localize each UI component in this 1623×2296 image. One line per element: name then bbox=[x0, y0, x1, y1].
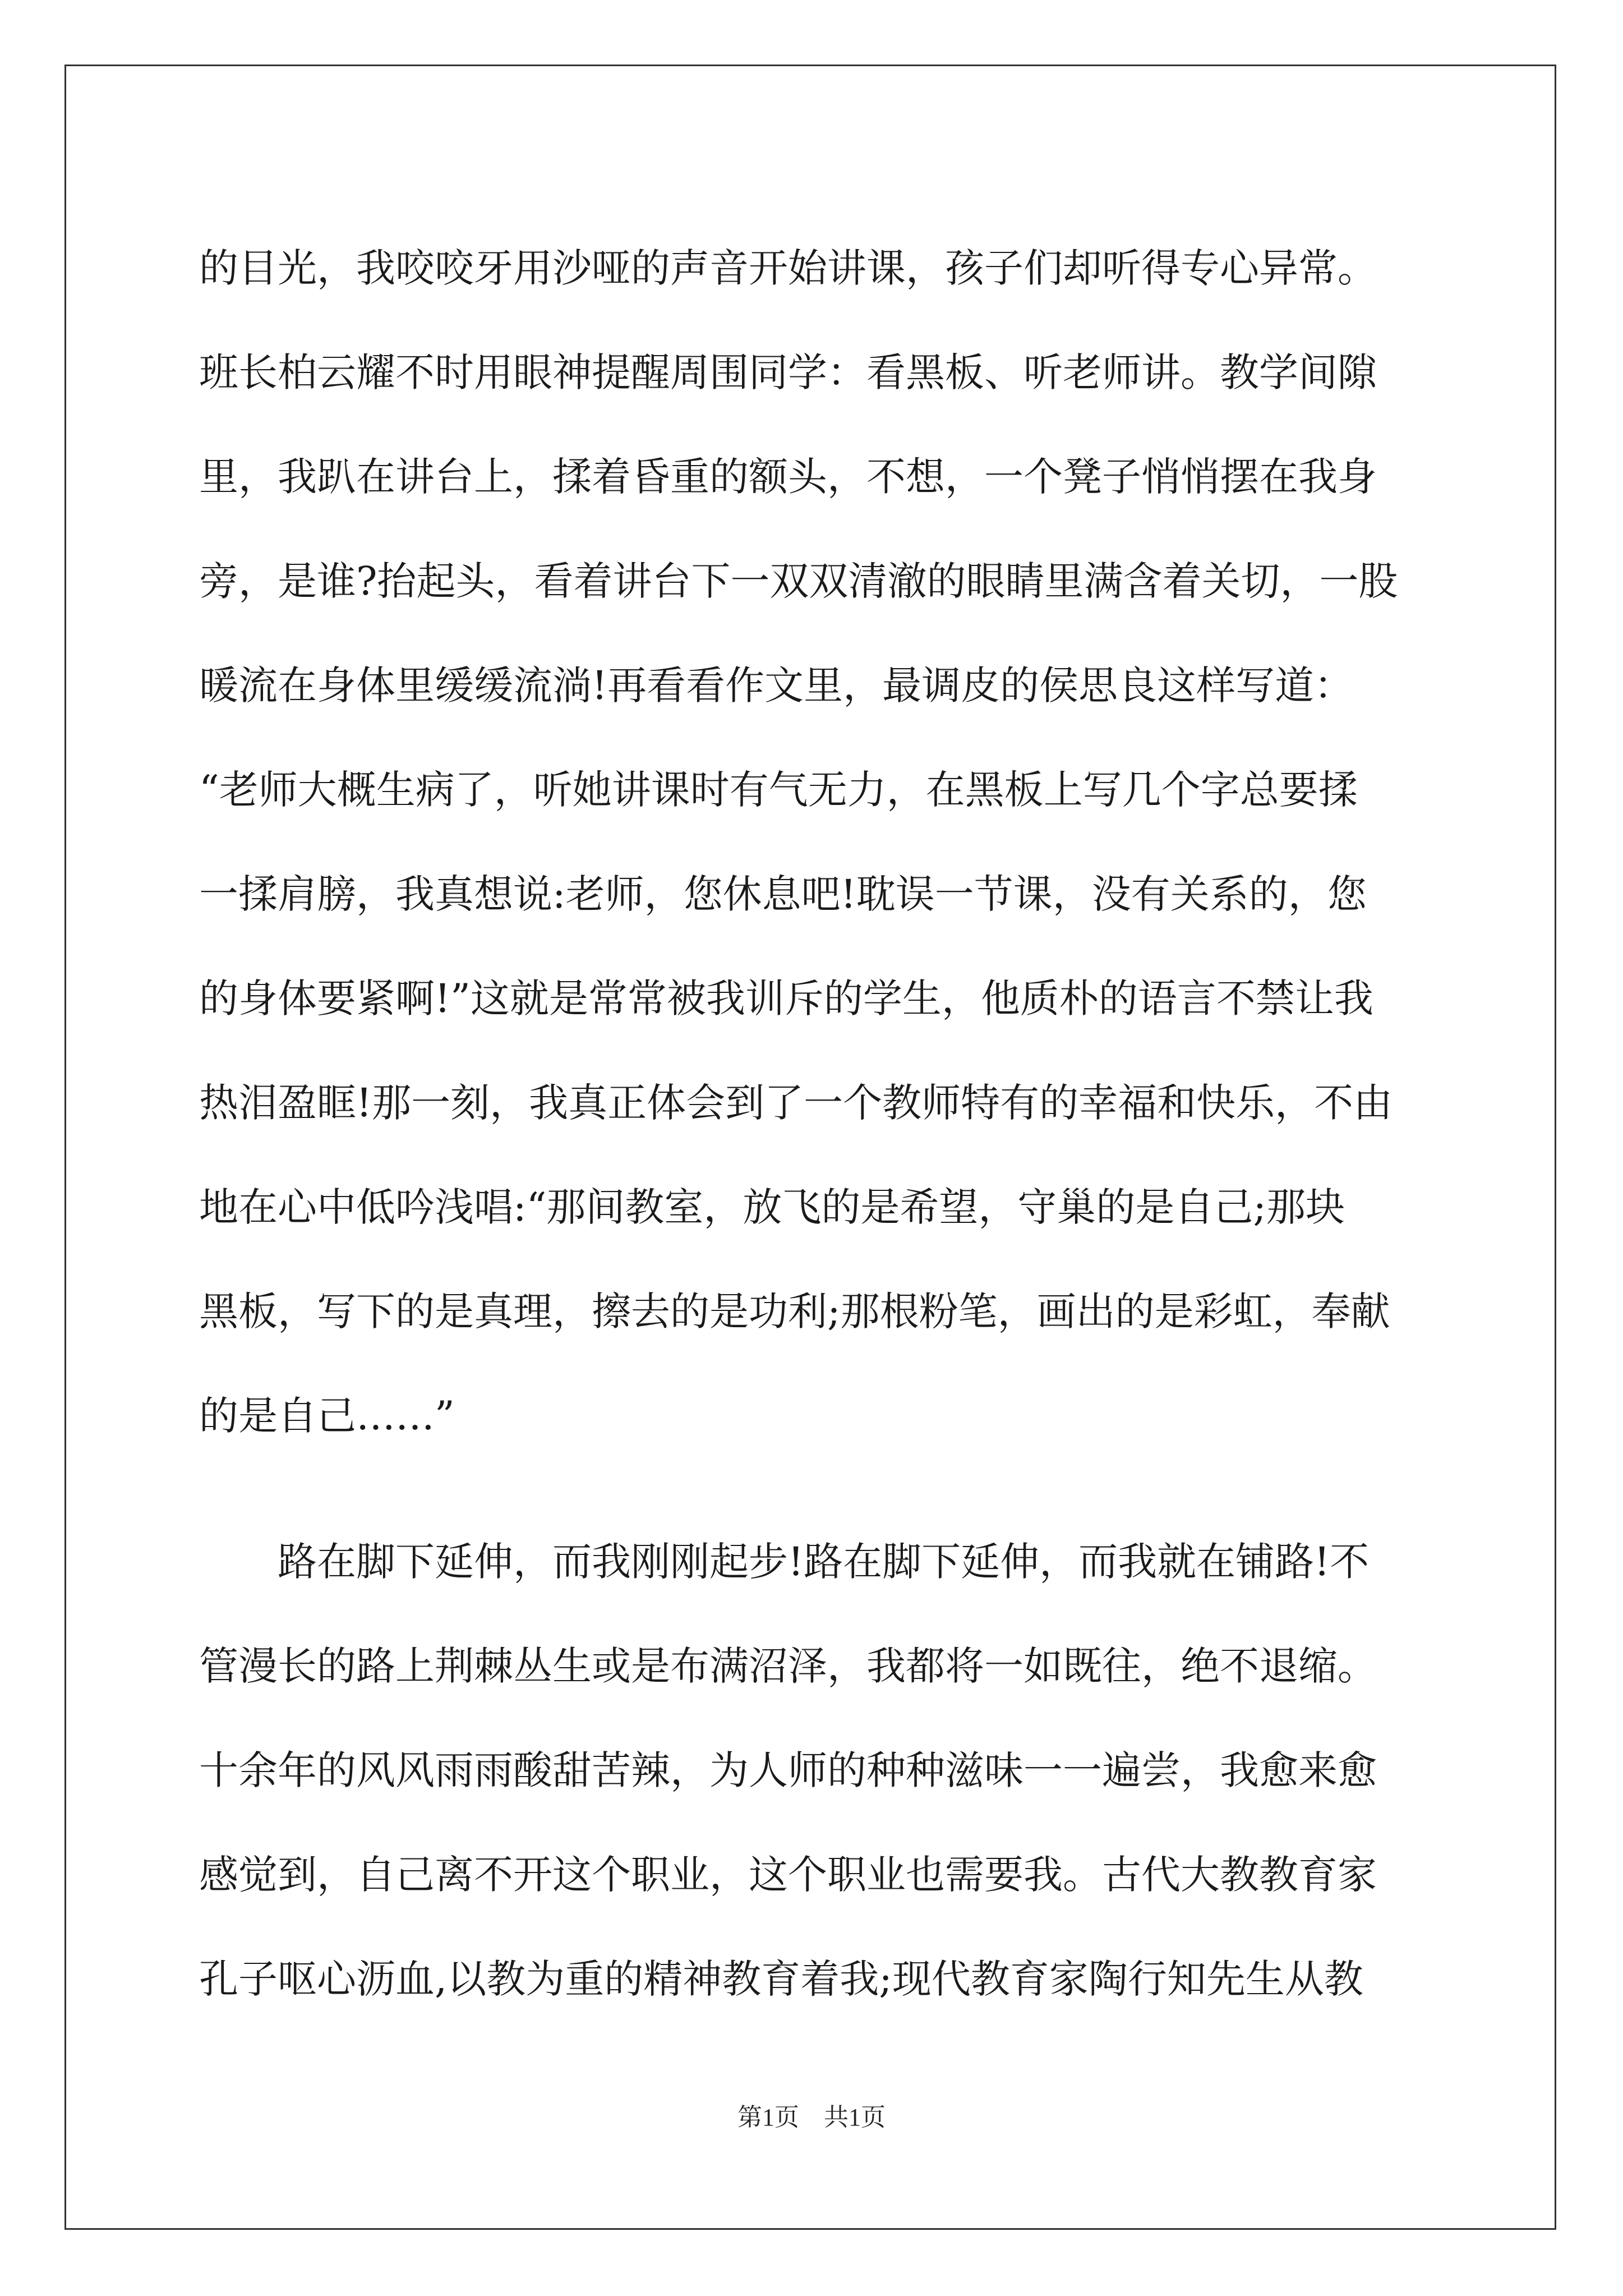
text-line: 孔子呕心沥血,以教为重的精神教育着我;现代教育家陶行知先生从教 bbox=[199, 1956, 1363, 2002]
text-line: 的目光，我咬咬牙用沙哑的声音开始讲课，孩子们却听得专心异常。 bbox=[199, 245, 1377, 291]
paragraph-spacer bbox=[199, 1468, 1450, 1510]
text-line: 地在心中低吟浅唱:“那间教室，放飞的是希望，守巢的是自己;那块 bbox=[199, 1184, 1345, 1230]
text-line: 感觉到，自己离不开这个职业，这个职业也需要我。古代大教教育家 bbox=[199, 1852, 1377, 1898]
page-number: 第1页 共1页 bbox=[737, 2104, 886, 2131]
page-footer bbox=[0, 2101, 1623, 2134]
text-line: 一揉肩膀，我真想说:老师，您休息吧!耽误一节课，没有关系的，您 bbox=[199, 871, 1367, 917]
text-line: “老师大概生病了，听她讲课时有气无力，在黑板上写几个字总要揉 bbox=[199, 767, 1358, 813]
text-line: 路在脚下延伸，而我刚刚起步!路在脚下延伸，而我就在铺路!不 bbox=[199, 1539, 1370, 1585]
text-line: 的是自己……” bbox=[199, 1393, 455, 1439]
text-line: 暖流在身体里缓缓流淌!再看看作文里，最调皮的侯思良这样写道： bbox=[199, 662, 1354, 708]
text-line: 热泪盈眶!那一刻，我真正体会到了一个教师特有的幸福和快乐，不由 bbox=[199, 1080, 1393, 1126]
paragraph-2 bbox=[199, 1510, 1450, 2031]
text-line: 管漫长的路上荆棘丛生或是布满沼泽，我都将一如既往，绝不退缩。 bbox=[199, 1643, 1377, 1689]
text-line: 里，我趴在讲台上，揉着昏重的额头，不想，一个凳子悄悄摆在我身 bbox=[199, 454, 1377, 500]
text-line: 十余年的风风雨雨酸甜苦辣，为人师的种种滋味一一遍尝，我愈来愈 bbox=[199, 1747, 1377, 1793]
document-body bbox=[199, 216, 1450, 2031]
paragraph-1 bbox=[199, 216, 1450, 1468]
text-line: 黑板，写下的是真理，擦去的是功利;那根粉笔，画出的是彩虹，奉献 bbox=[199, 1289, 1390, 1335]
text-line: 的身体要紧啊!”这就是常常被我训斥的学生，他质朴的语言不禁让我 bbox=[199, 976, 1373, 1022]
text-line: 班长柏云耀不时用眼神提醒周围同学：看黑板、听老师讲。教学间隙 bbox=[199, 349, 1377, 395]
text-line: 旁，是谁?抬起头，看着讲台下一双双清澈的眼睛里满含着关切，一股 bbox=[199, 558, 1398, 604]
